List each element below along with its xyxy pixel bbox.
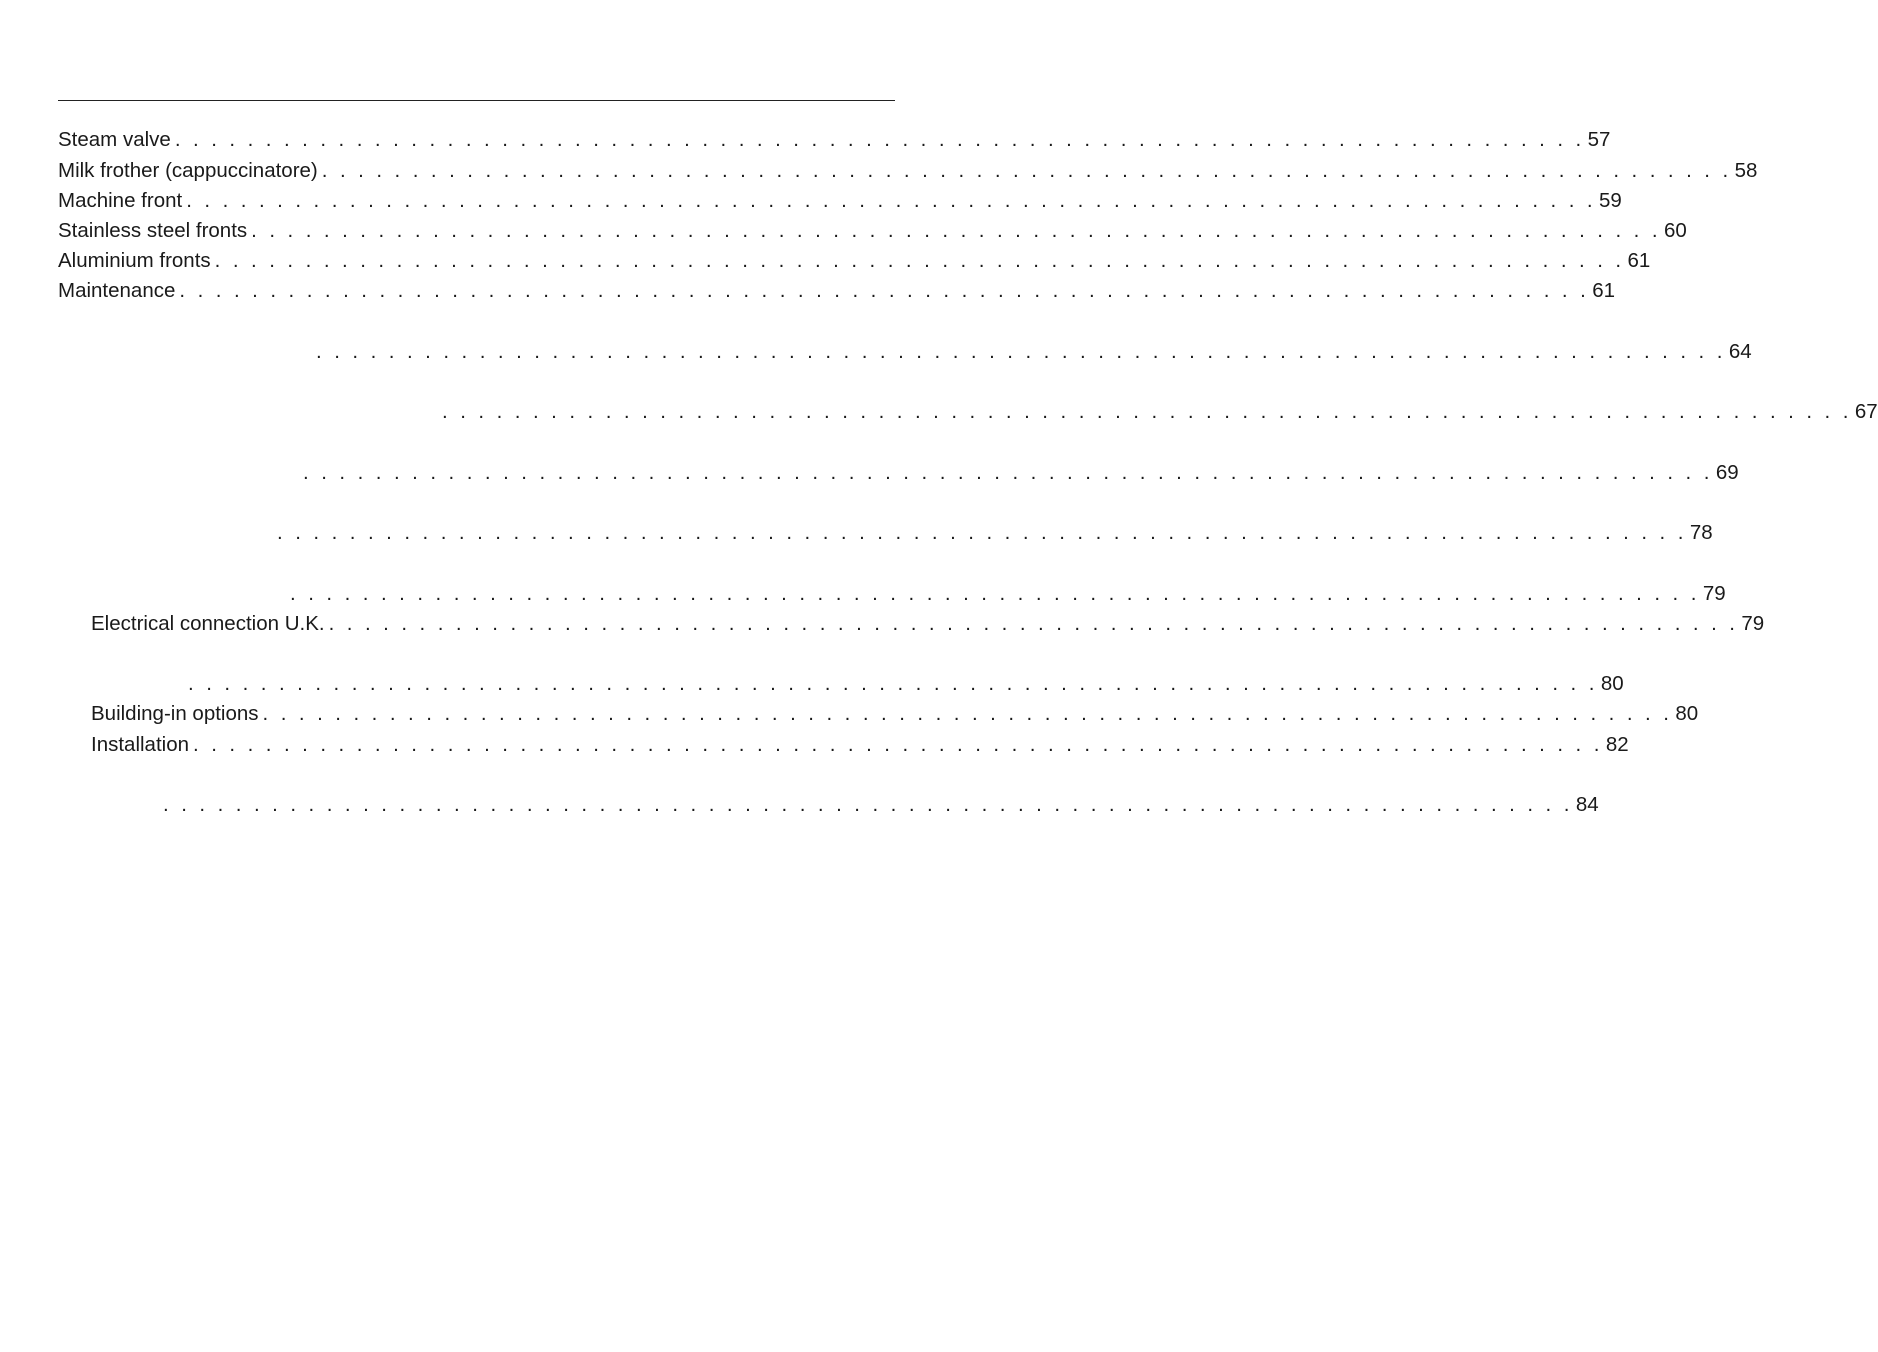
dot-leader: . . . . . . . . . . . . . . . . . . . . . . . . . . . . . . . . . . . . . . . . . . . . . . . . . . . . . . . . . . . . . . . . . . . . . . . . . . . . . . <box>277 521 1687 544</box>
toc-entry[interactable] <box>58 248 1651 274</box>
dot-leader: . . . . . . . . . . . . . . . . . . . . . . . . . . . . . . . . . . . . . . . . . . . . . . . . . . . . . . . . . . . . . . . . . . . . . . . . . . . . . . <box>251 219 1661 242</box>
toc-entry[interactable] <box>58 671 1624 697</box>
dot-leader: . . . . . . . . . . . . . . . . . . . . . . . . . . . . . . . . . . . . . . . . . . . . . . . . . . . . . . . . . . . . . . . . . . . . . . . . . . . . . . <box>193 733 1603 756</box>
toc-entry-page: 84 <box>1575 793 1599 816</box>
toc-entry-page: 67 <box>1854 400 1878 423</box>
header-divider <box>58 100 895 101</box>
toc-entry-page: 64 <box>1728 340 1752 363</box>
dot-leader: . . . . . . . . . . . . . . . . . . . . . . . . . . . . . . . . . . . . . . . . . . . . . . . . . . . . . . . . . . . . . . . . . . . . . . . . . . . . . . <box>321 159 1732 182</box>
dot-leader: . . . . . . . . . . . . . . . . . . . . . . . . . . . . . . . . . . . . . . . . . . . . . . . . . . . . . . . . . . . . . . . . . . . . . . . . . . . . . . <box>328 612 1739 635</box>
toc-entry-page: 60 <box>1663 219 1687 242</box>
toc-entry[interactable] <box>58 339 1752 365</box>
toc-entry-title: Stainless steel fronts <box>58 219 248 242</box>
dot-leader: . . . . . . . . . . . . . . . . . . . . . . . . . . . . . . . . . . . . . . . . . . . . . . . . . . . . . . . . . . . . . . . . . . . . . . . . . . . . . . <box>442 400 1852 423</box>
toc-entry-page: 80 <box>1600 672 1624 695</box>
toc-entry-title: Milk frother (cappuccinatore) <box>58 159 318 182</box>
dot-leader: . . . . . . . . . . . . . . . . . . . . . . . . . . . . . . . . . . . . . . . . . . . . . . . . . . . . . . . . . . . . . . . . . . . . . . . . . . . . . . <box>262 702 1673 725</box>
toc-entry-page: 79 <box>1741 612 1765 635</box>
toc-subentry[interactable] <box>58 732 1629 758</box>
toc-entry[interactable] <box>58 127 1611 153</box>
toc-entry-page: 59 <box>1599 189 1622 212</box>
toc-subentry[interactable] <box>58 611 1765 637</box>
toc-entry-page: 69 <box>1715 461 1739 484</box>
toc-entry-title: Installation <box>91 733 190 756</box>
dot-leader: . . . . . . . . . . . . . . . . . . . . . . . . . . . . . . . . . . . . . . . . . . . . . . . . . . . . . . . . . . . . . . . . . . . . . . . . . . . . . . <box>186 189 1597 212</box>
toc-entry-title: Building-in options <box>91 702 259 725</box>
toc-entry[interactable] <box>58 218 1687 244</box>
dot-leader: . . . . . . . . . . . . . . . . . . . . . . . . . . . . . . . . . . . . . . . . . . . . . . . . . . . . . . . . . . . . . . . . . . . . . . . . . . . . . . <box>290 582 1700 605</box>
toc-entry-title: Steam valve <box>58 128 171 151</box>
toc-entry-page: 57 <box>1587 128 1611 151</box>
toc-entry-title: Maintenance <box>58 279 176 302</box>
toc-entry-page: 82 <box>1605 733 1629 756</box>
toc-entry-page: 79 <box>1702 582 1726 605</box>
toc-entry[interactable] <box>58 460 1739 486</box>
toc-entry[interactable] <box>58 278 1616 304</box>
toc-entry[interactable] <box>58 399 1878 425</box>
toc-entry[interactable] <box>58 158 1758 184</box>
dot-leader: . . . . . . . . . . . . . . . . . . . . . . . . . . . . . . . . . . . . . . . . . . . . . . . . . . . . . . . . . . . . . . . . . . . . . . . . . . . . . . <box>316 340 1726 363</box>
toc-entry-page: 61 <box>1627 249 1651 272</box>
toc-entry-title: Electrical connection U.K. <box>91 612 325 635</box>
toc-entry[interactable] <box>58 520 1713 546</box>
dot-leader: . . . . . . . . . . . . . . . . . . . . . . . . . . . . . . . . . . . . . . . . . . . . . . . . . . . . . . . . . . . . . . . . . . . . . . . . . . . . . . <box>214 249 1625 272</box>
toc-entry-page: 78 <box>1689 521 1713 544</box>
dot-leader: . . . . . . . . . . . . . . . . . . . . . . . . . . . . . . . . . . . . . . . . . . . . . . . . . . . . . . . . . . . . . . . . . . . . . . . . . . . . . . <box>163 793 1573 816</box>
toc-entry[interactable] <box>58 792 1599 818</box>
toc-subentry[interactable] <box>58 701 1699 727</box>
dot-leader: . . . . . . . . . . . . . . . . . . . . . . . . . . . . . . . . . . . . . . . . . . . . . . . . . . . . . . . . . . . . . . . . . . . . . . . . . . . . . . <box>188 672 1598 695</box>
toc-entry-title: Machine front <box>58 189 183 212</box>
toc-entry-title: Aluminium fronts <box>58 249 211 272</box>
dot-leader: . . . . . . . . . . . . . . . . . . . . . . . . . . . . . . . . . . . . . . . . . . . . . . . . . . . . . . . . . . . . . . . . . . . . . . . . . . . . . . <box>179 279 1590 302</box>
dot-leader: . . . . . . . . . . . . . . . . . . . . . . . . . . . . . . . . . . . . . . . . . . . . . . . . . . . . . . . . . . . . . . . . . . . . . . . . . . . . . . <box>303 461 1713 484</box>
toc-entry-page: 58 <box>1734 159 1758 182</box>
toc-entry-page: 61 <box>1592 279 1616 302</box>
toc-entry[interactable] <box>58 581 1726 607</box>
toc-entry[interactable] <box>58 188 1622 214</box>
toc-entry-page: 80 <box>1675 702 1699 725</box>
dot-leader: . . . . . . . . . . . . . . . . . . . . . . . . . . . . . . . . . . . . . . . . . . . . . . . . . . . . . . . . . . . . . . . . . . . . . . . . . . . . . . <box>174 128 1585 151</box>
